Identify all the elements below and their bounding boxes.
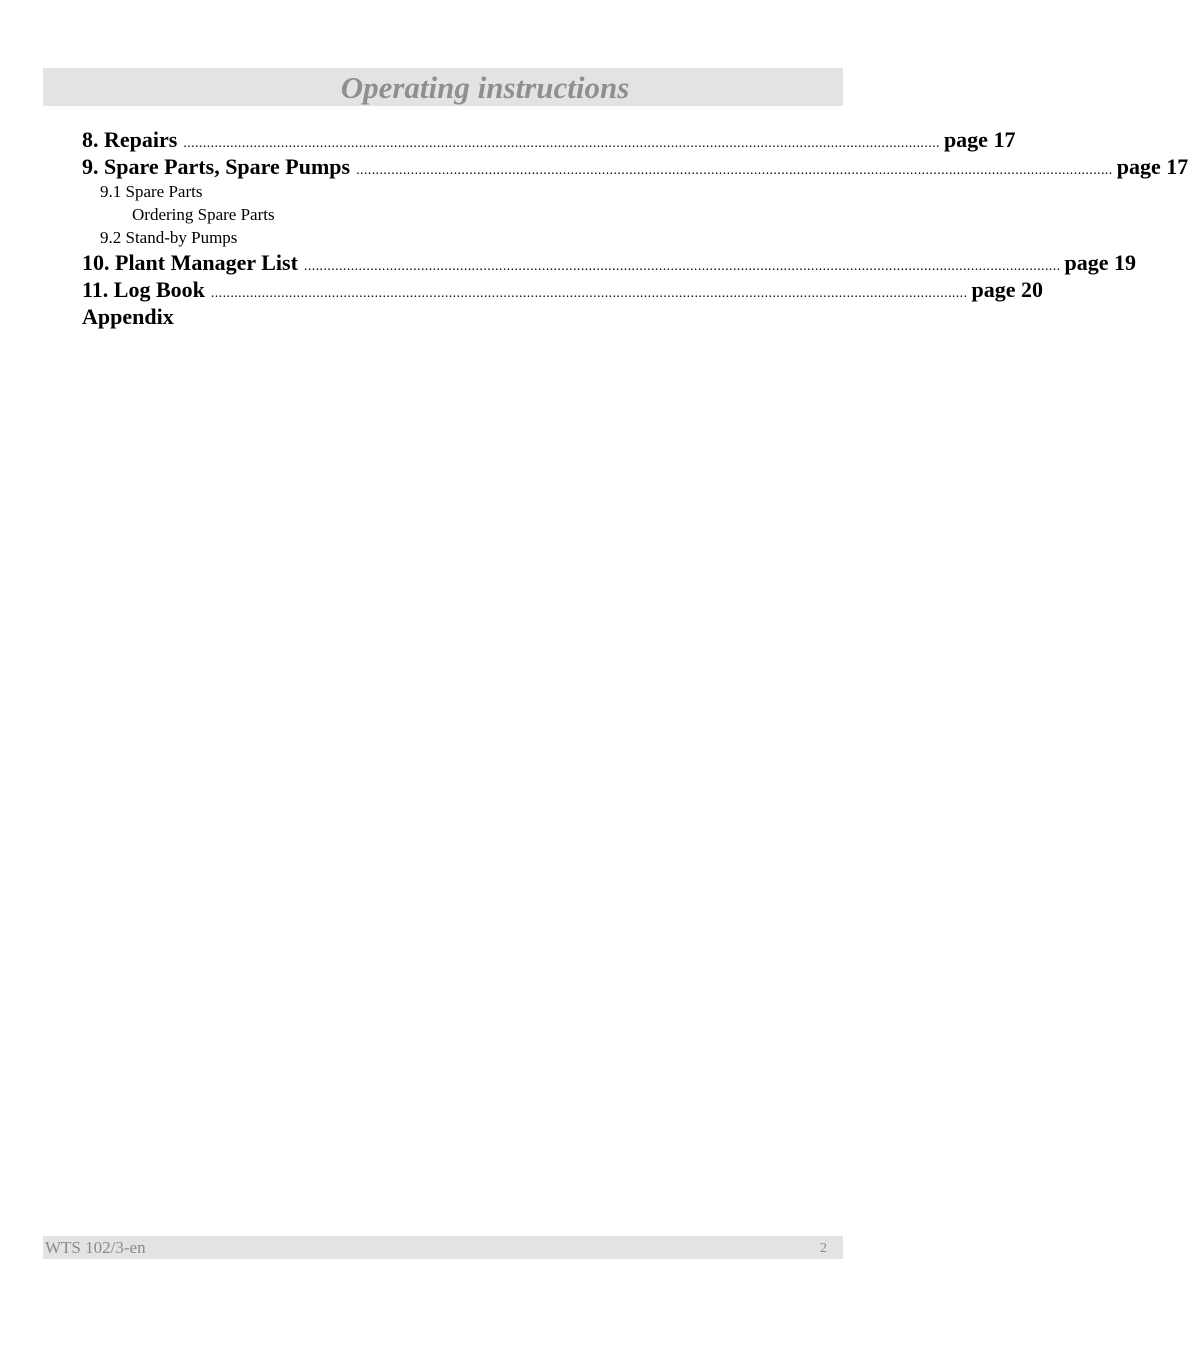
toc-entry-label: 8. Repairs <box>82 127 178 152</box>
toc-subentry-ordering-spare-parts[interactable]: Ordering Spare Parts <box>132 205 275 224</box>
page-footer <box>43 1236 843 1259</box>
document-title: Operating instructions <box>340 70 630 105</box>
toc-entry-label: 10. Plant Manager List <box>82 250 298 275</box>
toc-entry-plant-manager-list[interactable] <box>82 249 1137 276</box>
document-id: WTS 102/3-en <box>45 1238 146 1257</box>
toc-entry-page: page 19 <box>1064 250 1137 275</box>
toc-entry-label: 9. Spare Parts, Spare Pumps <box>82 154 351 179</box>
toc-entry-page: page 17 <box>943 127 1016 152</box>
toc-entry-log-book[interactable] <box>82 276 1043 303</box>
toc-dot-leader: .................................................................................................................................................................................................. <box>183 136 940 151</box>
toc-entry-label: 11. Log Book <box>82 277 205 302</box>
toc-entry-appendix[interactable] <box>82 303 786 330</box>
page-number: 2 <box>820 1241 827 1256</box>
toc-entry-page: page 20 <box>971 277 1043 302</box>
toc-entry-label: Appendix <box>82 304 174 329</box>
toc-entry-spare-parts-pumps[interactable] <box>82 153 1188 180</box>
page-header <box>43 68 843 106</box>
toc-entry-page: page 17 <box>1116 154 1188 179</box>
toc-dot-leader: .................................................................................................................................................................................................. <box>303 259 1061 274</box>
toc-dot-leader: .................................................................................................................................................................................................. <box>356 163 1113 178</box>
toc-subentry-stand-by-pumps[interactable]: 9.2 Stand-by Pumps <box>100 228 238 247</box>
toc-subentry-spare-parts[interactable]: 9.1 Spare Parts <box>100 182 203 201</box>
table-of-contents <box>82 126 1188 330</box>
toc-entry-repairs[interactable] <box>82 126 1016 153</box>
toc-dot-leader: .................................................................................................................................................................................................. <box>210 286 968 301</box>
